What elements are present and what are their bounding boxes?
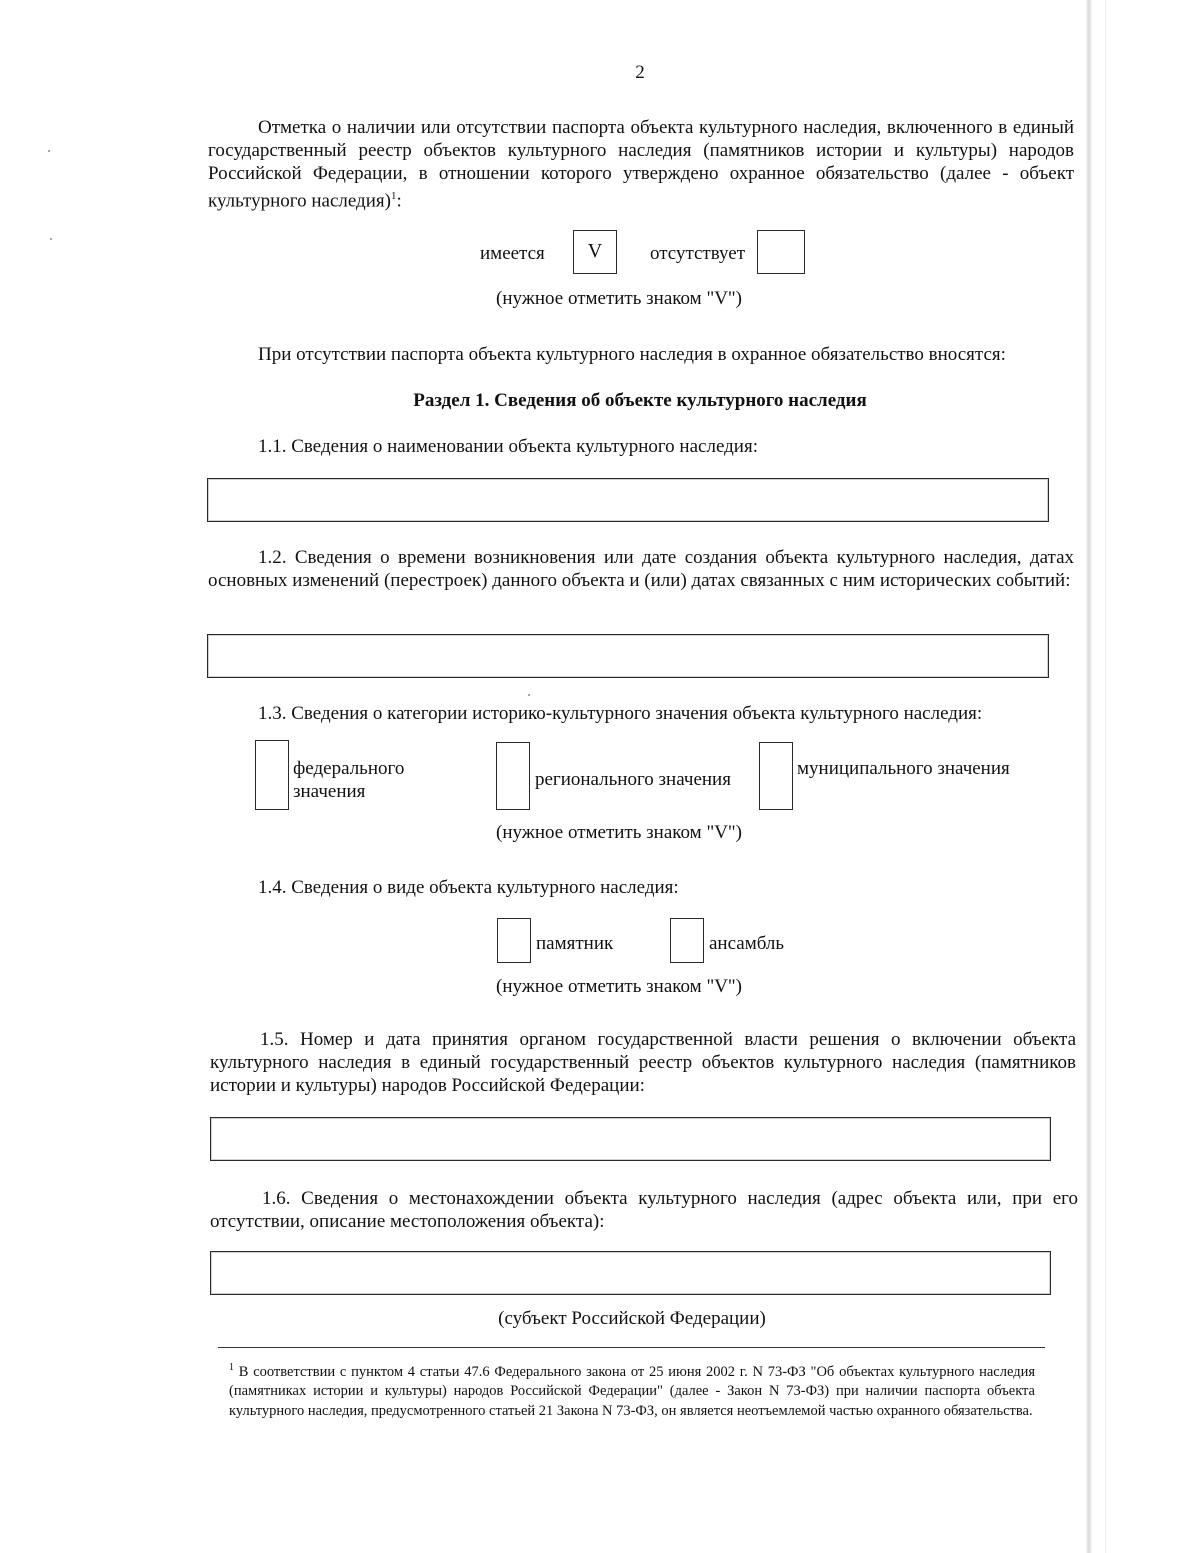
item-1-6-label: 1.6. Сведения о местонахождении объекта культурного наследия (адрес объекта или, при его отсутствии, описание местоположения объекта): (210, 1188, 1078, 1232)
section-1-title: Раздел 1. Сведения об объекте культурного наследия (413, 390, 867, 411)
item-1-2-label: 1.2. Сведения о времени возникновения или дате создания объекта культурного наследия, датах основных изменений (перестроек) данного объекта и (или) датах связанных с ним исторических событий: (208, 547, 1074, 591)
federal-category-checkbox[interactable] (255, 740, 289, 810)
municipal-category-label: муниципального значения (797, 758, 1010, 779)
municipal-category-checkbox[interactable] (759, 742, 793, 810)
passport-mark-paragraph (208, 116, 1074, 212)
ensemble-checkbox[interactable] (670, 918, 704, 963)
passport-absent-label: отсутствует (650, 243, 746, 264)
item-1-5-label: 1.5. Номер и дата принятия органом государственной власти решения о включении объекта культурного наследия в единый государственный реестр объектов культурного наследия (памятников истории и культуры) народов Российской Федерации: (210, 1029, 1076, 1096)
object-name-field[interactable] (207, 478, 1049, 522)
footnote (229, 1358, 1035, 1421)
item-1-3-label: 1.3. Сведения о категории историко-культурного значения объекта культурного наследия: (258, 703, 983, 724)
absence-note: При отсутствии паспорта объекта культурного наследия в охранное обязательство вносятся: (258, 344, 1006, 365)
registry-decision-field[interactable] (210, 1117, 1051, 1161)
footnote-marker: 1 (229, 1362, 234, 1373)
monument-checkbox[interactable] (497, 918, 531, 963)
federal-category-label: федерального значения (293, 758, 405, 802)
footnote-reference: 1 (390, 190, 397, 202)
kind-hint: (нужное отметить знаком "V") (496, 976, 742, 997)
scan-speck (50, 238, 52, 240)
scan-speck (48, 150, 50, 152)
passport-absent-checkbox[interactable] (757, 230, 805, 274)
ensemble-label: ансамбль (709, 933, 785, 954)
passport-hint: (нужное отметить знаком "V") (496, 288, 742, 309)
footnote-text: В соответствии с пунктом 4 статьи 47.6 Федерального закона от 25 июня 2002 г. N 73-ФЗ "Об объектах культурного наследия (памятниках истории и культуры) народов Российской Федерации" (далее - Закон N 73-ФЗ) при наличии паспорта объекта культурного наследия, предусмотренного статьей 21 Закона N 73-ФЗ, он является неотъемлемой частью охранного обязательства. (229, 1363, 1035, 1419)
passport-mark-text: Отметка о наличии или отсутствии паспорта объекта культурного наследия, включенного в единый государственный реестр объектов культурного наследия (памятников истории и культуры) народов Российской Федерации, в отношении которого утверждено охранное обязательство (далее - объект культурного наследия) (208, 117, 1074, 212)
passport-mark-colon: : (396, 190, 402, 212)
passport-present-checkbox[interactable]: V (573, 230, 617, 274)
monument-label: памятник (536, 933, 614, 954)
regional-category-checkbox[interactable] (496, 742, 530, 810)
subject-caption: (субъект Российской Федерации) (498, 1308, 766, 1329)
location-subject-field[interactable] (210, 1251, 1051, 1295)
item-1-1-label: 1.1. Сведения о наименовании объекта культурного наследия: (258, 436, 758, 457)
footnote-separator (218, 1347, 1045, 1348)
regional-category-label: регионального значения (535, 769, 731, 790)
item-1-4-label: 1.4. Сведения о виде объекта культурного наследия: (258, 877, 679, 898)
category-hint: (нужное отметить знаком "V") (496, 822, 742, 843)
page-number: 2 (635, 62, 645, 83)
creation-date-field[interactable] (207, 634, 1049, 678)
passport-present-label: имеется (480, 243, 545, 264)
scan-speck (528, 694, 530, 696)
